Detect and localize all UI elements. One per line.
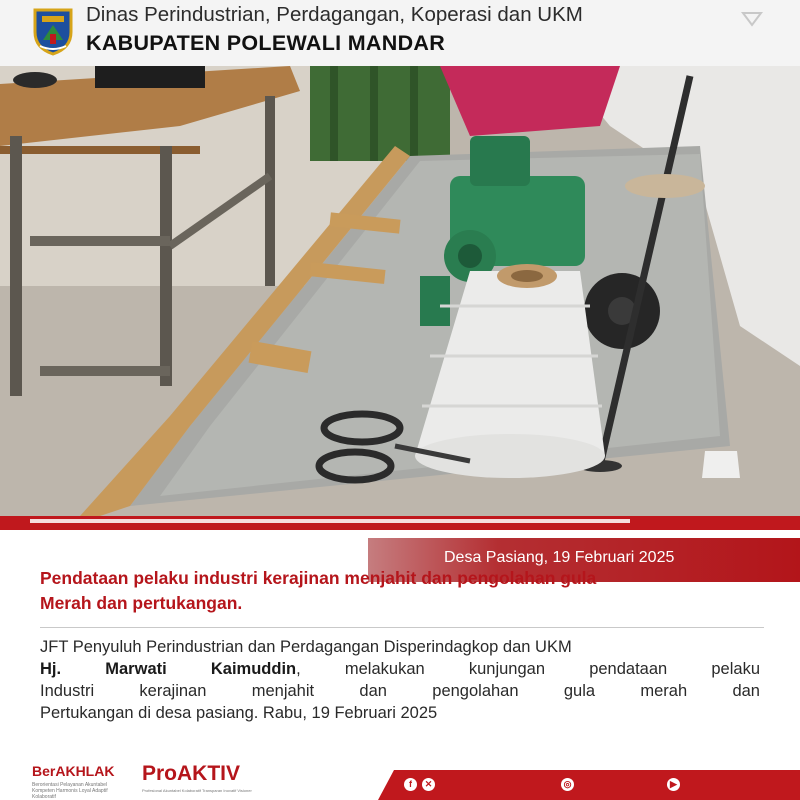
regency-name: KABUPATEN POLEWALI MANDAR [86, 31, 446, 55]
photo-caption: Desa Pasiang, 19 Februari 2025 [444, 549, 675, 566]
headline-line-1: Pendataan pelaku industri kerajinan menjahit dan pengolahan gula [40, 568, 597, 588]
x-twitter-icon[interactable]: ✕ [422, 778, 435, 791]
headline-divider [40, 627, 764, 628]
instagram-icon[interactable]: ◎ [561, 778, 574, 791]
berakhlak-brand: BerAKHLAK [32, 763, 115, 779]
body-line-4: Pertukangan di desa pasiang. Rabu, 19 Februari 2025 [40, 704, 438, 722]
official-name: Hj. Marwati Kaimuddin [40, 660, 297, 678]
chevron-down-icon [741, 11, 763, 27]
berakhlak-tagline: Berorientasi Pelayanan Akuntabel Kompeten Harmonis Loyal Adaptif Kolaboratif [32, 782, 108, 800]
proaktiv-logo [142, 762, 257, 798]
social-bar-notch [378, 770, 394, 800]
sewing-workshop-photo [0, 66, 800, 566]
body-line-2-rest: , melakukan kunjungan pendataan pelaku [296, 660, 760, 678]
headline-line-2: Merah dan pertukangan. [40, 593, 243, 613]
body-line-3: Industri kerajinan menjahit dan pengolahan gula merah dan [40, 682, 760, 700]
proaktiv-tagline: Profesional Akuntabel Kolaboratif Transparan Inovatif Visioner [142, 788, 252, 793]
berakhlak-logo [32, 763, 132, 800]
header [0, 0, 800, 66]
article-body [40, 636, 760, 724]
facebook-icon[interactable]: f [404, 778, 417, 791]
regency-emblem-logo [32, 6, 74, 56]
organization-name: Dinas Perindustrian, Perdagangan, Koperasi dan UKM [86, 3, 583, 26]
white-accent-stripe [30, 519, 630, 523]
body-line-1: JFT Penyuluh Perindustrian dan Perdagangan Disperindagkop dan UKM [40, 638, 572, 656]
article-headline [40, 566, 760, 616]
proaktiv-brand: ProAKTIV [142, 762, 241, 785]
social-bar [394, 770, 800, 800]
body-line-2 [40, 658, 760, 680]
youtube-icon[interactable]: ▶ [667, 778, 680, 791]
